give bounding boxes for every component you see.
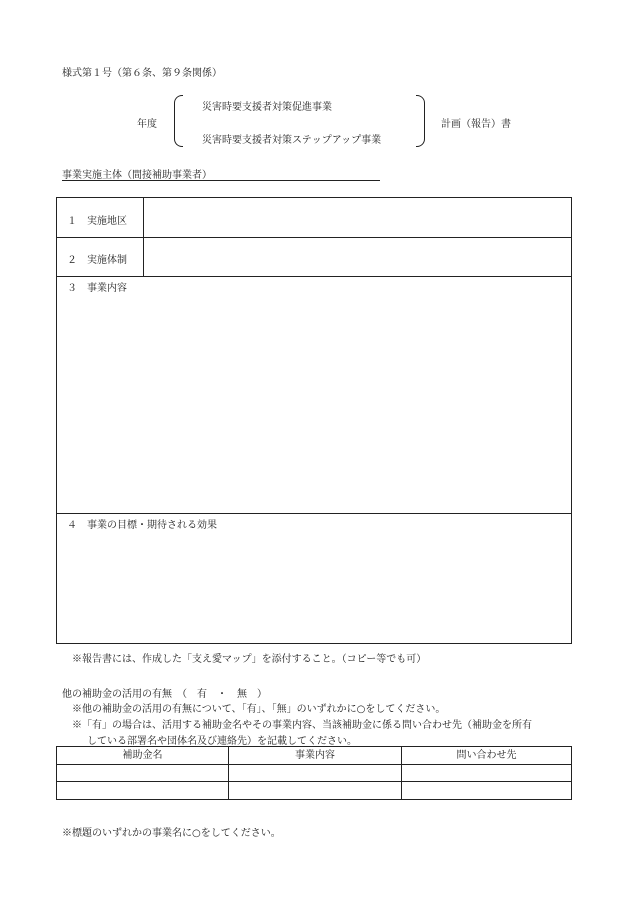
- table-cell[interactable]: [230, 765, 400, 780]
- title-option-2: 災害時要支援者対策ステップアップ事業: [202, 135, 382, 146]
- section-goals-effects: ４ 事業の目標・期待される効果: [67, 520, 217, 531]
- subsidy-table: [56, 746, 572, 800]
- row-divider: [57, 276, 571, 277]
- header-subsidy-name: 補助金名: [122, 750, 163, 761]
- section-implementation-structure: ２ 実施体制: [67, 255, 127, 266]
- table-cell[interactable]: [230, 782, 400, 797]
- table-cell[interactable]: [403, 765, 570, 780]
- form-number: 様式第１号（第６条、第９条関係）: [62, 68, 222, 79]
- header-contact: 問い合わせ先: [456, 750, 517, 761]
- implementer-label: 事業実施主体（間接補助事業者）: [62, 170, 212, 181]
- other-subsidy-question: 他の補助金の活用の有無 （ 有 ・ 無 ）: [62, 689, 267, 700]
- project-content-field[interactable]: [61, 294, 569, 510]
- implementation-structure-field[interactable]: [145, 239, 569, 275]
- left-bracket: [174, 95, 183, 147]
- footer-note: ※標題のいずれかの事業名に○をしてください。: [62, 828, 281, 839]
- section-project-content: ３ 事業内容: [67, 283, 127, 294]
- title-suffix: 計画（報告）書: [441, 119, 511, 130]
- plan-form-box: [56, 197, 572, 644]
- implementer-underline: [62, 180, 380, 181]
- table-cell[interactable]: [58, 765, 227, 780]
- other-subsidy-note-1: ※他の補助金の活用の有無について、「有」、「無」のいずれかに○をしてください。: [72, 704, 446, 715]
- table-cell[interactable]: [403, 782, 570, 797]
- other-subsidy-note-2-line-1: ※「有」の場合は、活用する補助金名やその事業内容、当該補助金に係る問い合わせ先（補助金を所有: [72, 720, 532, 731]
- goals-effects-field[interactable]: [61, 531, 569, 641]
- row-divider: [57, 237, 571, 238]
- section-implementation-area: １ 実施地区: [67, 216, 127, 227]
- title-option-1: 災害時要支援者対策促進事業: [202, 102, 332, 113]
- year-label: 年度: [137, 119, 157, 130]
- label-divider: [143, 198, 144, 276]
- other-subsidy-note-2-line-2: している部署名や団体名及び連絡先）を記載してください。: [87, 736, 357, 747]
- table-cell[interactable]: [58, 782, 227, 797]
- header-project-content: 事業内容: [295, 750, 335, 761]
- row-divider: [57, 513, 571, 514]
- right-bracket: [416, 95, 425, 147]
- report-attachment-note: ※報告書には、作成した「支え愛マップ」を添付すること。（コピー等でも可）: [72, 654, 427, 665]
- implementation-area-field[interactable]: [145, 200, 569, 236]
